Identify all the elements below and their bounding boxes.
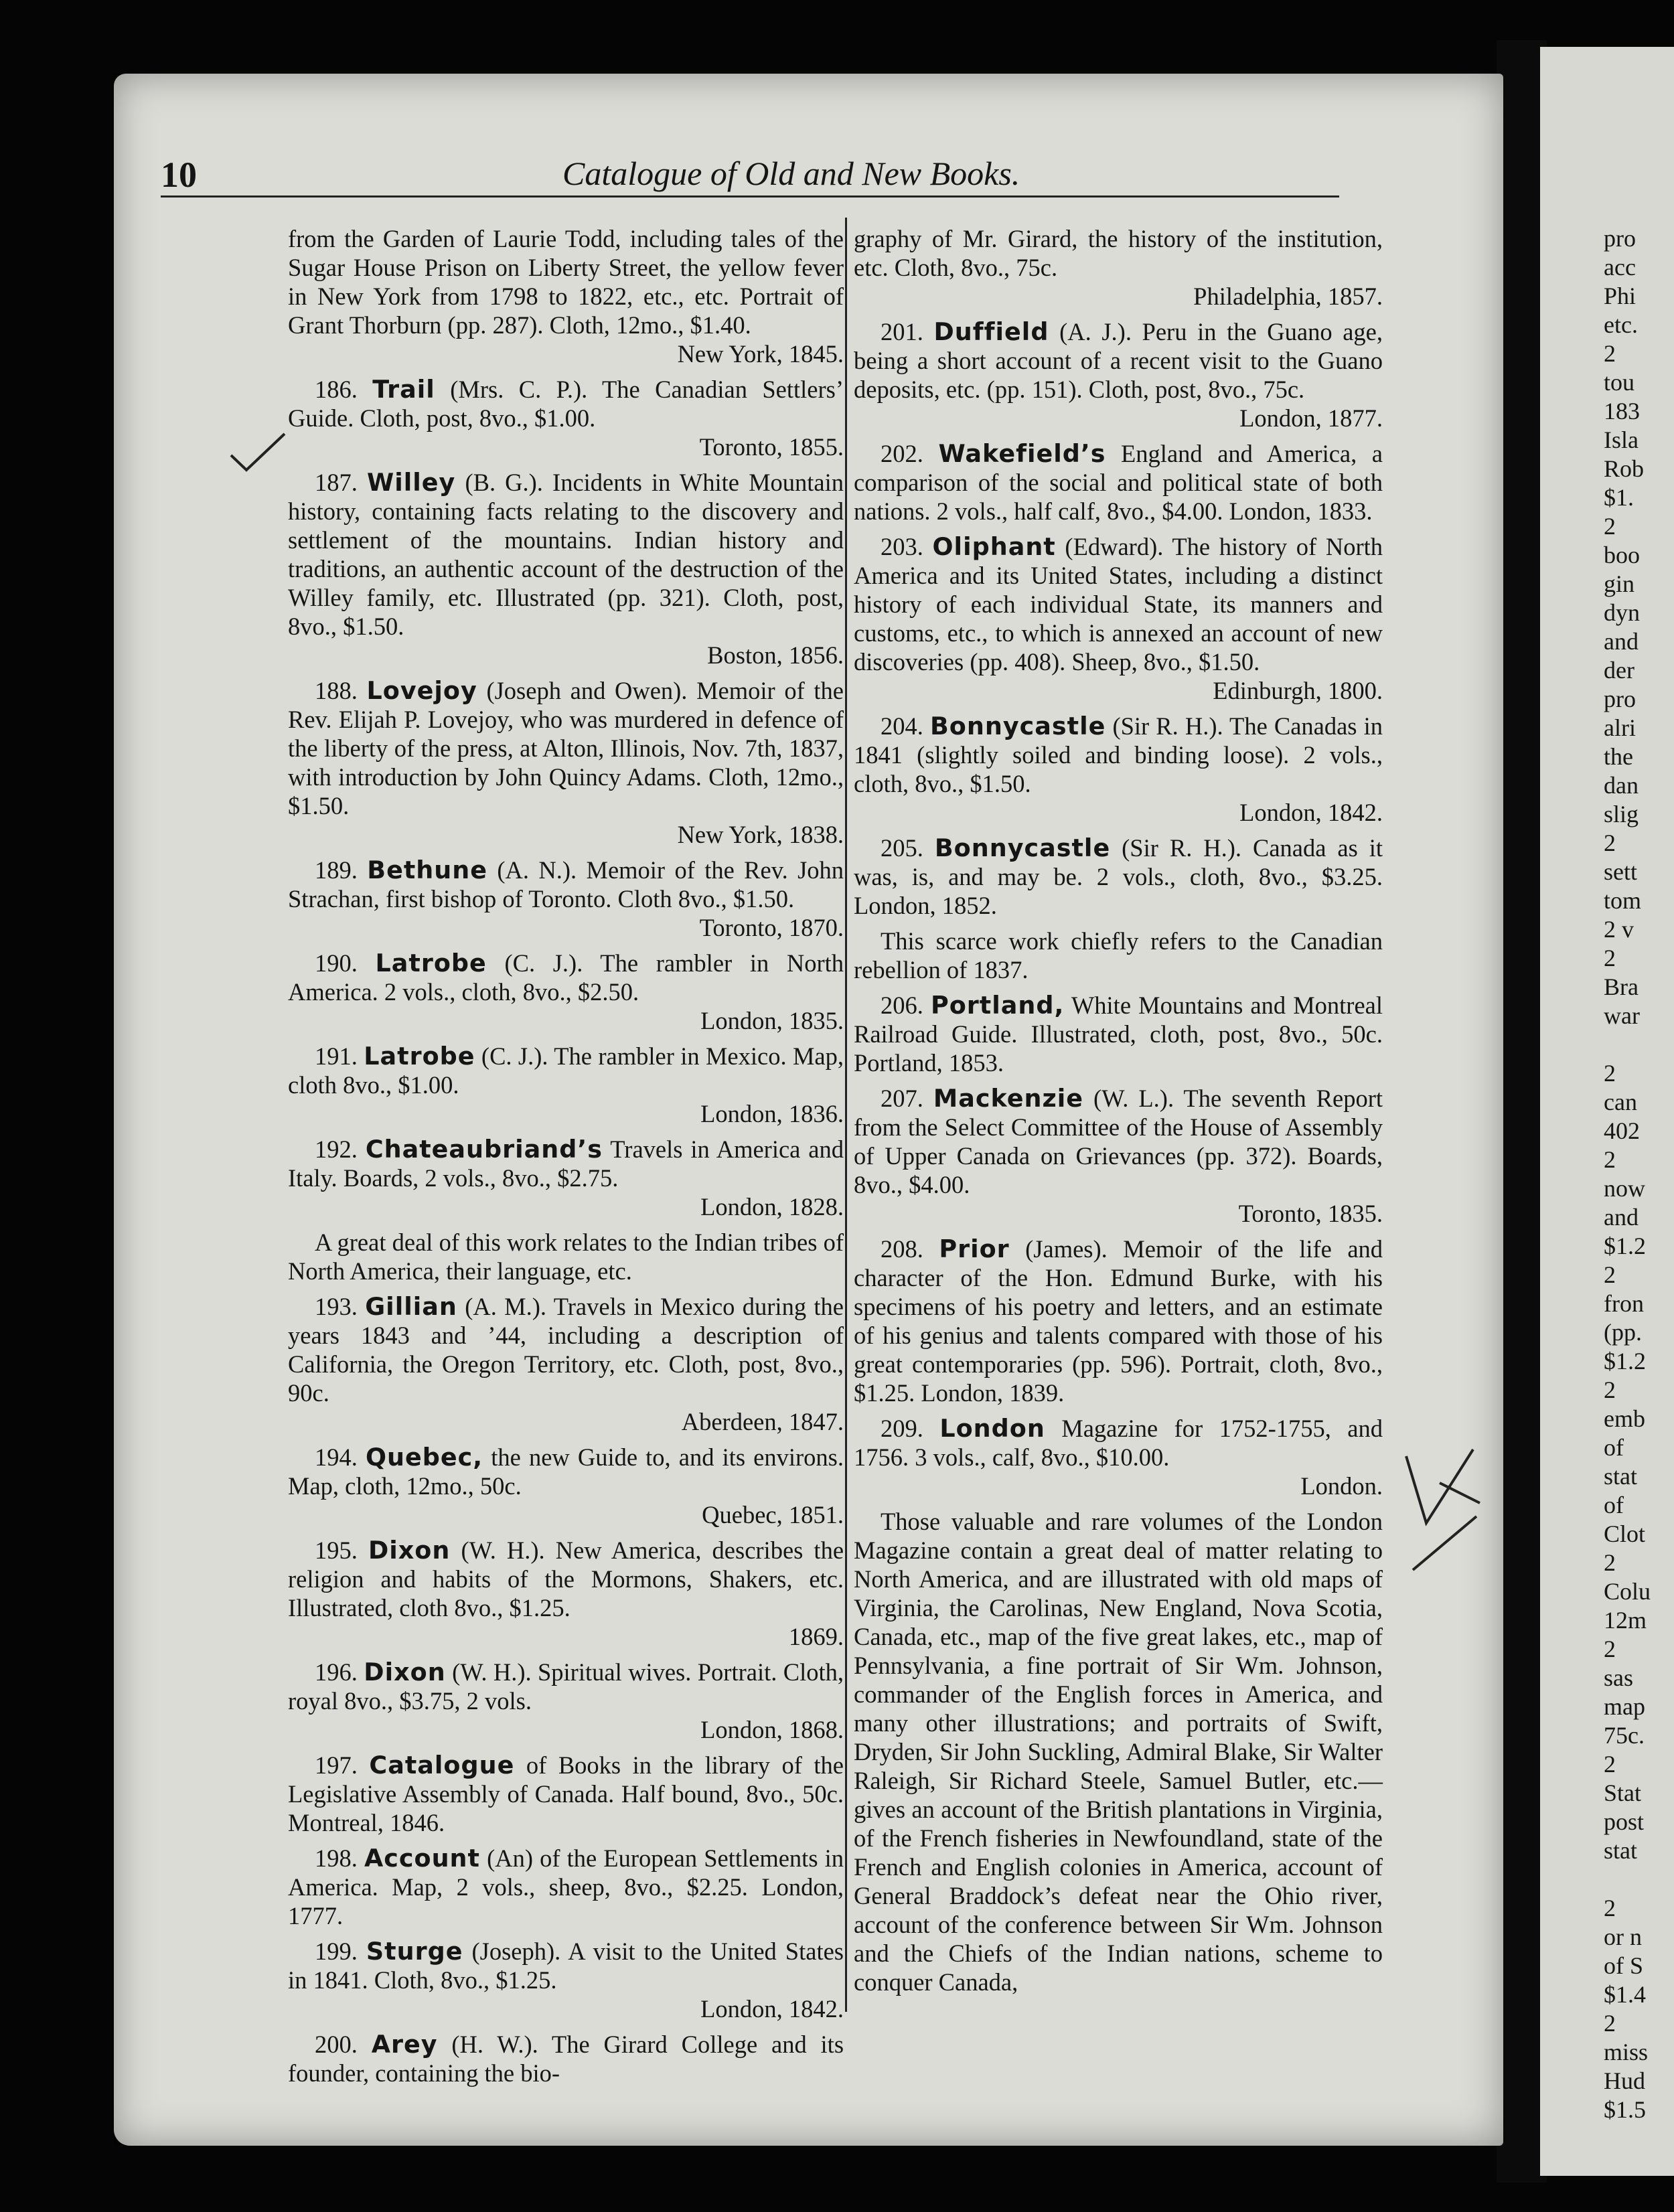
fragment-line: war — [1604, 1002, 1640, 1029]
entry-author: Bonnycastle — [929, 712, 1106, 740]
fragment-line: $1.5 — [1604, 2096, 1646, 2123]
entry-number: 203. — [881, 533, 923, 560]
entry-description: (Edward). The history of North America and its United States, including a distinct history of each individual State, its manners and customs, etc., to which is annexed an account of new discoveries (pp. 408). Sheep, 8vo., $1.50. — [854, 533, 1383, 676]
catalogue-note — [854, 1507, 1383, 1996]
entry-imprint: Toronto, 1835. — [1238, 1200, 1383, 1227]
entry-author: Catalogue — [369, 1751, 515, 1780]
entry-description: (An) of the European Settlements in America. Map, 2 vols., sheep, 8vo., $2.25. London, 1777. — [288, 1844, 844, 1929]
fragment-line: etc. — [1604, 311, 1638, 338]
catalogue-entry — [854, 532, 1383, 705]
fragment-line: 2 — [1604, 513, 1616, 540]
fragment-line: Hud — [1604, 2067, 1645, 2094]
entry-author: Chateaubriand’s — [365, 1135, 603, 1164]
entry-description: (Sir R. H.). The Canadas in 1841 (slightly soiled and binding loose). 2 vols., cloth, 8vo., $1.50. — [854, 712, 1383, 797]
fragment-line: Rob — [1604, 455, 1645, 482]
catalogue-entry — [288, 1536, 844, 1651]
entry-imprint: London, 1842. — [700, 1995, 844, 2023]
entry-description: Travels in America and Italy. Boards, 2 vols., 8vo., $2.75. — [288, 1135, 844, 1192]
entry-imprint: New York, 1845. — [677, 340, 844, 368]
entry-number: 200. — [315, 2031, 358, 2058]
entry-description: (Sir R. H.). Canada as it was, is, and may be. 2 vols., cloth, 8vo., $3.25. London, 1852. — [854, 834, 1383, 919]
right-column — [854, 224, 1383, 2003]
entry-number: 209. — [881, 1415, 923, 1442]
entry-author: Dixon — [364, 1658, 446, 1686]
fragment-line: (pp. — [1604, 1319, 1642, 1346]
entry-imprint: Edinburgh, 1800. — [1213, 677, 1383, 704]
fragment-line: 2 — [1604, 1060, 1616, 1087]
fragment-line: pro — [1604, 686, 1636, 712]
catalogue-entry — [288, 1751, 844, 1837]
note-text: This scarce work chiefly refers to the Canadian rebellion of 1837. — [854, 927, 1383, 983]
fragment-line: tom — [1604, 887, 1642, 914]
entry-author: Arey — [371, 2030, 438, 2059]
entry-number: 206. — [881, 992, 923, 1019]
fragment-line — [1604, 1865, 1657, 1894]
entry-number: 186. — [315, 376, 358, 403]
catalogue-entry — [854, 317, 1383, 432]
entry-description: (James). Memoir of the life and character of the Hon. Edmund Burke, with his specimens of his poetry and letters, and an estimate of his genius and talents compared with those of his great contemporaries (pp. 596). Portrait, cloth, 8vo., $1.25. London, 1839. — [854, 1235, 1383, 1407]
entry-description: (C. J.). The rambler in Mexico. Map, cloth 8vo., $1.00. — [288, 1042, 844, 1099]
entry-author: Oliphant — [932, 532, 1056, 561]
fragment-line: or n — [1604, 1923, 1642, 1950]
entry-number: 205. — [881, 834, 923, 862]
entry-description: Magazine for 1752-1755, and 1756. 3 vols., calf, 8vo., $10.00. — [854, 1415, 1383, 1471]
note-text: A great deal of this work relates to the Indian tribes of North America, their language, etc. — [288, 1229, 844, 1285]
entry-author: Quebec, — [365, 1443, 483, 1472]
catalogue-entry — [288, 1658, 844, 1744]
entry-number: 201. — [881, 318, 923, 345]
entry-imprint: Quebec, 1851. — [702, 1501, 844, 1528]
fragment-line: and — [1604, 1204, 1639, 1231]
entry-number: 195. — [315, 1536, 358, 1564]
catalogue-entry — [288, 468, 844, 669]
entry-author: Latrobe — [375, 949, 487, 977]
entry-author: Duffield — [933, 317, 1049, 346]
entry-number: 197. — [315, 1751, 358, 1779]
fragment-line: $1. — [1604, 484, 1634, 511]
fragment-line: sett — [1604, 858, 1637, 885]
entry-number: 199. — [315, 1938, 358, 1965]
fragment-line: stat — [1604, 1837, 1637, 1864]
entry-imprint: London, 1836. — [700, 1100, 844, 1127]
catalogue-entry — [288, 1042, 844, 1128]
entry-number: 191. — [315, 1042, 358, 1070]
fragment-line: fron — [1604, 1290, 1644, 1317]
catalogue-entry — [288, 856, 844, 942]
entry-number: 194. — [315, 1443, 358, 1471]
catalogue-entry — [854, 1414, 1383, 1500]
fragment-line: Isla — [1604, 426, 1639, 453]
fragment-line: Clot — [1604, 1520, 1646, 1547]
catalogue-entry — [854, 834, 1383, 920]
fragment-line: $1.2 — [1604, 1233, 1646, 1259]
fragment-line: Phi — [1604, 283, 1637, 309]
entry-imprint: London, 1828. — [700, 1193, 844, 1220]
entry-number: 189. — [315, 856, 358, 884]
fragment-line: 2 — [1604, 2010, 1616, 2037]
entry-number: 192. — [315, 1135, 358, 1163]
column-divider — [845, 218, 847, 2012]
entry-author: Willey — [366, 468, 456, 497]
catalogue-note — [854, 927, 1383, 984]
handwritten-annotation — [1399, 1443, 1487, 1577]
fragment-line: 2 v — [1604, 916, 1634, 943]
fragment-line: of S — [1604, 1952, 1644, 1979]
entry-continuation — [288, 224, 844, 368]
entry-description: (Joseph and Owen). Memoir of the Rev. Elijah P. Lovejoy, who was murdered in defence of the liberty of the press, at Alton, Illinois, Nov. 7th, 1837, with introduction by John Quincy Adams. Cloth, 12mo., $1.50. — [288, 677, 844, 819]
checkmark-annotation — [228, 428, 288, 475]
fragment-line: 2 — [1604, 1549, 1616, 1576]
fragment-line: 2 — [1604, 1261, 1616, 1288]
fragment-line: 2 — [1604, 1376, 1616, 1403]
fragment-line: post — [1604, 1808, 1645, 1835]
fragment-line: $1.4 — [1604, 1981, 1646, 2008]
fragment-line: now — [1604, 1175, 1645, 1202]
page-gutter-shadow — [1497, 40, 1547, 2183]
entry-imprint: Toronto, 1870. — [699, 914, 844, 941]
entry-description: (H. W.). The Girard College and its founder, containing the bio- — [288, 2031, 844, 2087]
fragment-line: 2 — [1604, 1636, 1616, 1662]
fragment-line: stat — [1604, 1463, 1637, 1490]
entry-imprint: Toronto, 1855. — [699, 433, 844, 461]
entry-imprint: London, 1835. — [700, 1007, 844, 1034]
running-title: Catalogue of Old and New Books. — [562, 155, 1020, 192]
entry-imprint: London, 1842. — [1239, 799, 1383, 826]
entry-imprint: 1869. — [788, 1623, 844, 1650]
entry-author: Lovejoy — [366, 676, 477, 705]
catalogue-entry — [288, 1443, 844, 1529]
entry-description: (Joseph). A visit to the United States in 1841. Cloth, 8vo., $1.25. — [288, 1938, 844, 1994]
fragment-line: der — [1604, 657, 1634, 684]
page-header — [161, 154, 1346, 201]
fragment-line: Bra — [1604, 973, 1639, 1000]
entry-imprint: London. — [1300, 1472, 1383, 1500]
page-number: 10 — [161, 155, 197, 195]
fragment-line: can — [1604, 1089, 1637, 1115]
catalogue-entry — [854, 439, 1383, 526]
catalogue-entry — [288, 1844, 844, 1930]
entry-number: 202. — [881, 440, 923, 467]
fragment-line: 2 — [1604, 830, 1616, 856]
entry-number: 196. — [315, 1658, 358, 1686]
entry-description: (W. H.). New America, describes the religion and habits of the Mormons, Shakers, etc. Illustrated, cloth 8vo., $1.25. — [288, 1536, 844, 1622]
fragment-line: 2 — [1604, 1751, 1616, 1778]
fragment-line: 2 — [1604, 340, 1616, 367]
fragment-line: alri — [1604, 714, 1636, 741]
entry-author: Dixon — [368, 1536, 451, 1565]
catalogue-entry — [854, 991, 1383, 1077]
fragment-line: Stat — [1604, 1780, 1642, 1806]
catalogue-entry — [288, 375, 844, 461]
entry-description: (B. G.). Incidents in White Mountain history, containing facts relating to the discovery and settlement of the mountains. Indian history and traditions, an authentic account of the destruction of the Willey family, etc. Illustrated (pp. 321). Cloth, post, 8vo., $1.50. — [288, 469, 844, 640]
fragment-line: of — [1604, 1434, 1624, 1461]
entry-author: Bonnycastle — [934, 834, 1111, 862]
entry-description: (W. H.). Spiritual wives. Portrait. Cloth, royal 8vo., $3.75, 2 vols. — [288, 1658, 844, 1715]
entry-number: 188. — [315, 677, 358, 704]
fragment-line: 12m — [1604, 1607, 1647, 1634]
catalogue-entry — [288, 949, 844, 1035]
catalogue-note — [288, 1228, 844, 1285]
fragment-line: pro — [1604, 225, 1636, 252]
fragment-line: dan — [1604, 772, 1639, 799]
fragment-line: 2 — [1604, 1146, 1616, 1173]
fragment-line: boo — [1604, 542, 1640, 568]
entry-imprint: Philadelphia, 1857. — [1193, 283, 1383, 310]
entry-author: Account — [364, 1844, 480, 1873]
entry-number: 187. — [315, 469, 358, 496]
entry-author: Wakefield’s — [938, 439, 1106, 468]
header-rule — [161, 195, 1339, 198]
entry-number: 207. — [881, 1085, 923, 1112]
fragment-line: of — [1604, 1492, 1624, 1518]
entry-description: (C. J.). The rambler in North America. 2 vols., cloth, 8vo., $2.50. — [288, 949, 844, 1006]
catalogue-entry — [288, 1135, 844, 1221]
entry-author: Bethune — [367, 856, 487, 884]
entry-author: Sturge — [366, 1937, 463, 1966]
entry-description: graphy of Mr. Girard, the history of the institution, etc. Cloth, 8vo., 75c. — [854, 225, 1383, 281]
fragment-line: 75c. — [1604, 1722, 1645, 1749]
fragment-line: $1.2 — [1604, 1348, 1646, 1374]
fragment-line: emb — [1604, 1405, 1645, 1432]
entry-number: 198. — [315, 1844, 358, 1872]
entry-author: Portland, — [930, 991, 1065, 1020]
catalogue-entry — [288, 676, 844, 849]
entry-description: the new Guide to, and its environs. Map, cloth, 12mo., 50c. — [288, 1443, 844, 1500]
entry-imprint: London, 1868. — [700, 1716, 844, 1743]
fragment-line — [1604, 1030, 1657, 1059]
fragment-line: slig — [1604, 801, 1639, 827]
entry-description: (A. N.). Memoir of the Rev. John Strachan, first bishop of Toronto. Cloth 8vo., $1.50. — [288, 856, 844, 913]
entry-author: London — [939, 1414, 1045, 1443]
entry-description: White Mountains and Montreal Railroad Guide. Illustrated, cloth, post, 8vo., 50c. Portland, 1853. — [854, 992, 1383, 1077]
catalogue-entry — [854, 1235, 1383, 1407]
entry-imprint: New York, 1838. — [677, 821, 844, 848]
entry-description: (A. M.). Travels in Mexico during the years 1843 and ’44, including a description of California, the Oregon Territory, etc. Cloth, post, 8vo., 90c. — [288, 1293, 844, 1407]
fragment-line: 402 — [1604, 1117, 1640, 1144]
entry-number: 190. — [315, 949, 358, 977]
fragment-line: miss — [1604, 2039, 1649, 2065]
entry-author: Prior — [939, 1235, 1010, 1263]
entry-number: 193. — [315, 1293, 358, 1320]
fragment-line: gin — [1604, 570, 1635, 597]
entry-description: of Books in the library of the Legislative Assembly of Canada. Half bound, 8vo., 50c. Montreal, 1846. — [288, 1751, 844, 1836]
entry-number: 204. — [881, 712, 923, 740]
fragment-line: 2 — [1604, 945, 1616, 971]
left-column — [288, 224, 844, 2094]
entry-imprint: London, 1877. — [1239, 404, 1383, 432]
entry-imprint: Aberdeen, 1847. — [681, 1408, 844, 1435]
adjacent-page-text — [1604, 224, 1657, 2124]
entry-imprint: Boston, 1856. — [707, 641, 844, 669]
note-text: Those valuable and rare volumes of the London Magazine contain a great deal of matter relating to North America, and are illustrated with old maps of Virginia, the Carolinas, New England, Nova Scotia, Canada, etc., map of the five great lakes, etc., map of Pennsylvania, a fine portrait of Sir Wm. Johnson, commander of the English forces in America, and many other illustrations; and portraits of Swift, Dryden, Sir John Suckling, Admiral Blake, Sir Walter Raleigh, Sir Richard Steele, Samuel Butler, etc.—gives an account of the British plantations in Virginia, of the French fisheries in Newfoundland, state of the French and English colonies in America, account of General Braddock’s defeat near the Ohio river, account of the conference between Sir Wm. Johnson and the Chiefs of the Indian nations, scheme to conquer Canada, — [854, 1508, 1383, 1996]
entry-continuation — [854, 224, 1383, 311]
fragment-line: acc — [1604, 254, 1636, 281]
entry-description: (Mrs. C. P.). The Canadian Settlers’ Guide. Cloth, post, 8vo., $1.00. — [288, 376, 844, 432]
entry-author: Gillian — [365, 1292, 457, 1321]
catalogue-entry — [854, 1084, 1383, 1228]
fragment-line: sas — [1604, 1664, 1633, 1691]
catalogue-entry — [288, 2030, 844, 2087]
fragment-line: 2 — [1604, 1895, 1616, 1921]
entry-author: Trail — [372, 375, 435, 404]
fragment-line: the — [1604, 743, 1633, 770]
entry-description: from the Garden of Laurie Todd, including tales of the Sugar House Prison on Liberty Street, the yellow fever in New York from 1798 to 1822, etc., etc. Portrait of Grant Thorburn (pp. 287). Cloth, 12mo., $1.40. — [288, 225, 844, 339]
entry-number: 208. — [881, 1235, 923, 1263]
catalogue-entry — [854, 712, 1383, 827]
fragment-line: tou — [1604, 369, 1635, 396]
fragment-line: dyn — [1604, 599, 1640, 626]
fragment-line: map — [1604, 1693, 1645, 1720]
fragment-line: and — [1604, 628, 1639, 655]
fragment-line: Colu — [1604, 1578, 1651, 1605]
catalogue-entry — [288, 1292, 844, 1436]
catalogue-entry — [288, 1937, 844, 2023]
entry-author: Latrobe — [364, 1042, 475, 1071]
entry-description: (W. L.). The seventh Report from the Select Committee of the House of Assembly of Upper Canada on Grievances (pp. 372). Boards, 8vo., $4.00. — [854, 1085, 1383, 1198]
fragment-line: 183 — [1604, 398, 1640, 424]
entry-description: England and America, a comparison of the social and political state of both nations. 2 vols., half calf, 8vo., $4.00. London, 1833. — [854, 440, 1383, 525]
entry-description: (A. J.). Peru in the Guano age, being a short account of a recent visit to the Guano deposits, etc. (pp. 151). Cloth, post, 8vo., 75c. — [854, 318, 1383, 403]
entry-author: Mackenzie — [933, 1084, 1084, 1113]
